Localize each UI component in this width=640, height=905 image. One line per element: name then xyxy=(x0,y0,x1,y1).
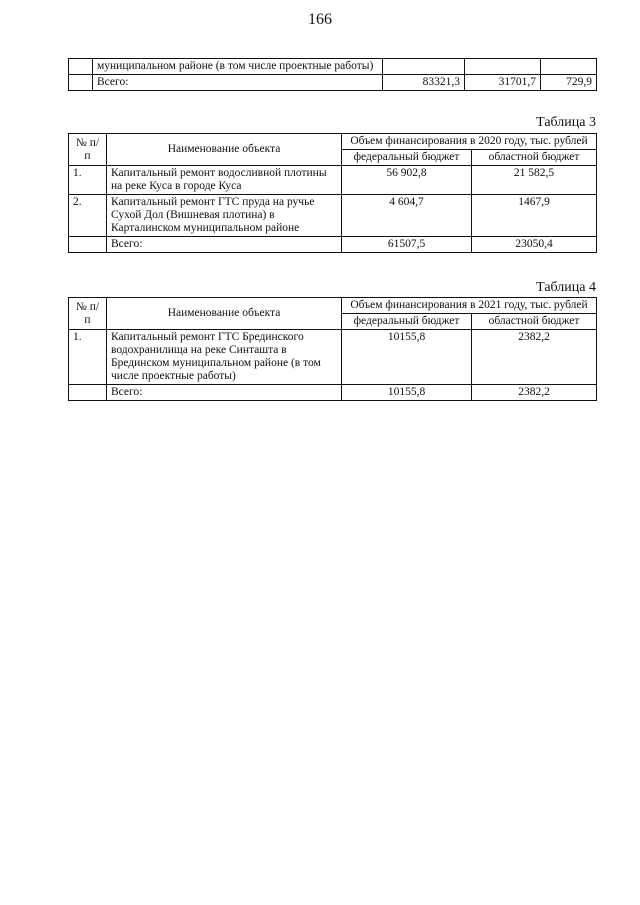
row-name: Капитальный ремонт водосливной плотины на реке Куса в городе Куса xyxy=(107,166,342,195)
row-name: Капитальный ремонт ГТС пруда на ручье Сухой Дол (Вишневая плотина) в Карталинском муниципальном районе xyxy=(107,195,342,237)
table-row xyxy=(69,195,597,237)
header-federal: федеральный бюджет xyxy=(342,314,472,330)
row-no: 1. xyxy=(69,166,107,195)
table-cell-no xyxy=(69,75,93,91)
total-label: Всего: xyxy=(107,385,342,401)
total-federal: 61507,5 xyxy=(342,237,472,253)
row-no: 1. xyxy=(69,330,107,385)
row-name: Капитальный ремонт ГТС Брединского водохранилища на реке Синташта в Брединском муниципальном районе (в том числе проектные работы) xyxy=(107,330,342,385)
table-row-total xyxy=(69,237,597,253)
table-row xyxy=(69,166,597,195)
continuation-table xyxy=(68,58,597,91)
row-federal: 10155,8 xyxy=(342,330,472,385)
total-value: 729,9 xyxy=(541,75,597,91)
row-no xyxy=(69,237,107,253)
table4-caption: Таблица 4 xyxy=(536,280,596,295)
table-header-row xyxy=(69,134,597,150)
header-funding: Объем финансирования в 2021 году, тыс. рублей xyxy=(342,298,597,314)
row-regional: 21 582,5 xyxy=(472,166,597,195)
header-regional: областной бюджет xyxy=(472,314,597,330)
total-value: 83321,3 xyxy=(383,75,465,91)
row-federal: 56 902,8 xyxy=(342,166,472,195)
table-cell-no xyxy=(69,59,93,75)
row-regional: 1467,9 xyxy=(472,195,597,237)
table-cell-name: муниципальном районе (в том числе проектные работы) xyxy=(93,59,383,75)
table3 xyxy=(68,133,597,253)
table4 xyxy=(68,297,597,401)
total-label: Всего: xyxy=(93,75,383,91)
header-no: № п/п xyxy=(69,298,107,330)
table-header-row xyxy=(69,298,597,314)
page-number: 166 xyxy=(308,11,332,28)
table-row xyxy=(69,330,597,385)
row-no: 2. xyxy=(69,195,107,237)
table-row-total xyxy=(69,75,597,91)
table-cell-value xyxy=(541,59,597,75)
total-federal: 10155,8 xyxy=(342,385,472,401)
table-row xyxy=(69,59,597,75)
total-regional: 23050,4 xyxy=(472,237,597,253)
row-no xyxy=(69,385,107,401)
total-regional: 2382,2 xyxy=(472,385,597,401)
table3-caption: Таблица 3 xyxy=(536,115,596,130)
total-label: Всего: xyxy=(107,237,342,253)
header-name: Наименование объекта xyxy=(107,298,342,330)
table-cell-value xyxy=(465,59,541,75)
total-value: 31701,7 xyxy=(465,75,541,91)
header-no: № п/п xyxy=(69,134,107,166)
header-regional: областной бюджет xyxy=(472,150,597,166)
table-row-total xyxy=(69,385,597,401)
table-cell-value xyxy=(383,59,465,75)
row-federal: 4 604,7 xyxy=(342,195,472,237)
header-name: Наименование объекта xyxy=(107,134,342,166)
header-funding: Объем финансирования в 2020 году, тыс. рублей xyxy=(342,134,597,150)
row-regional: 2382,2 xyxy=(472,330,597,385)
header-federal: федеральный бюджет xyxy=(342,150,472,166)
